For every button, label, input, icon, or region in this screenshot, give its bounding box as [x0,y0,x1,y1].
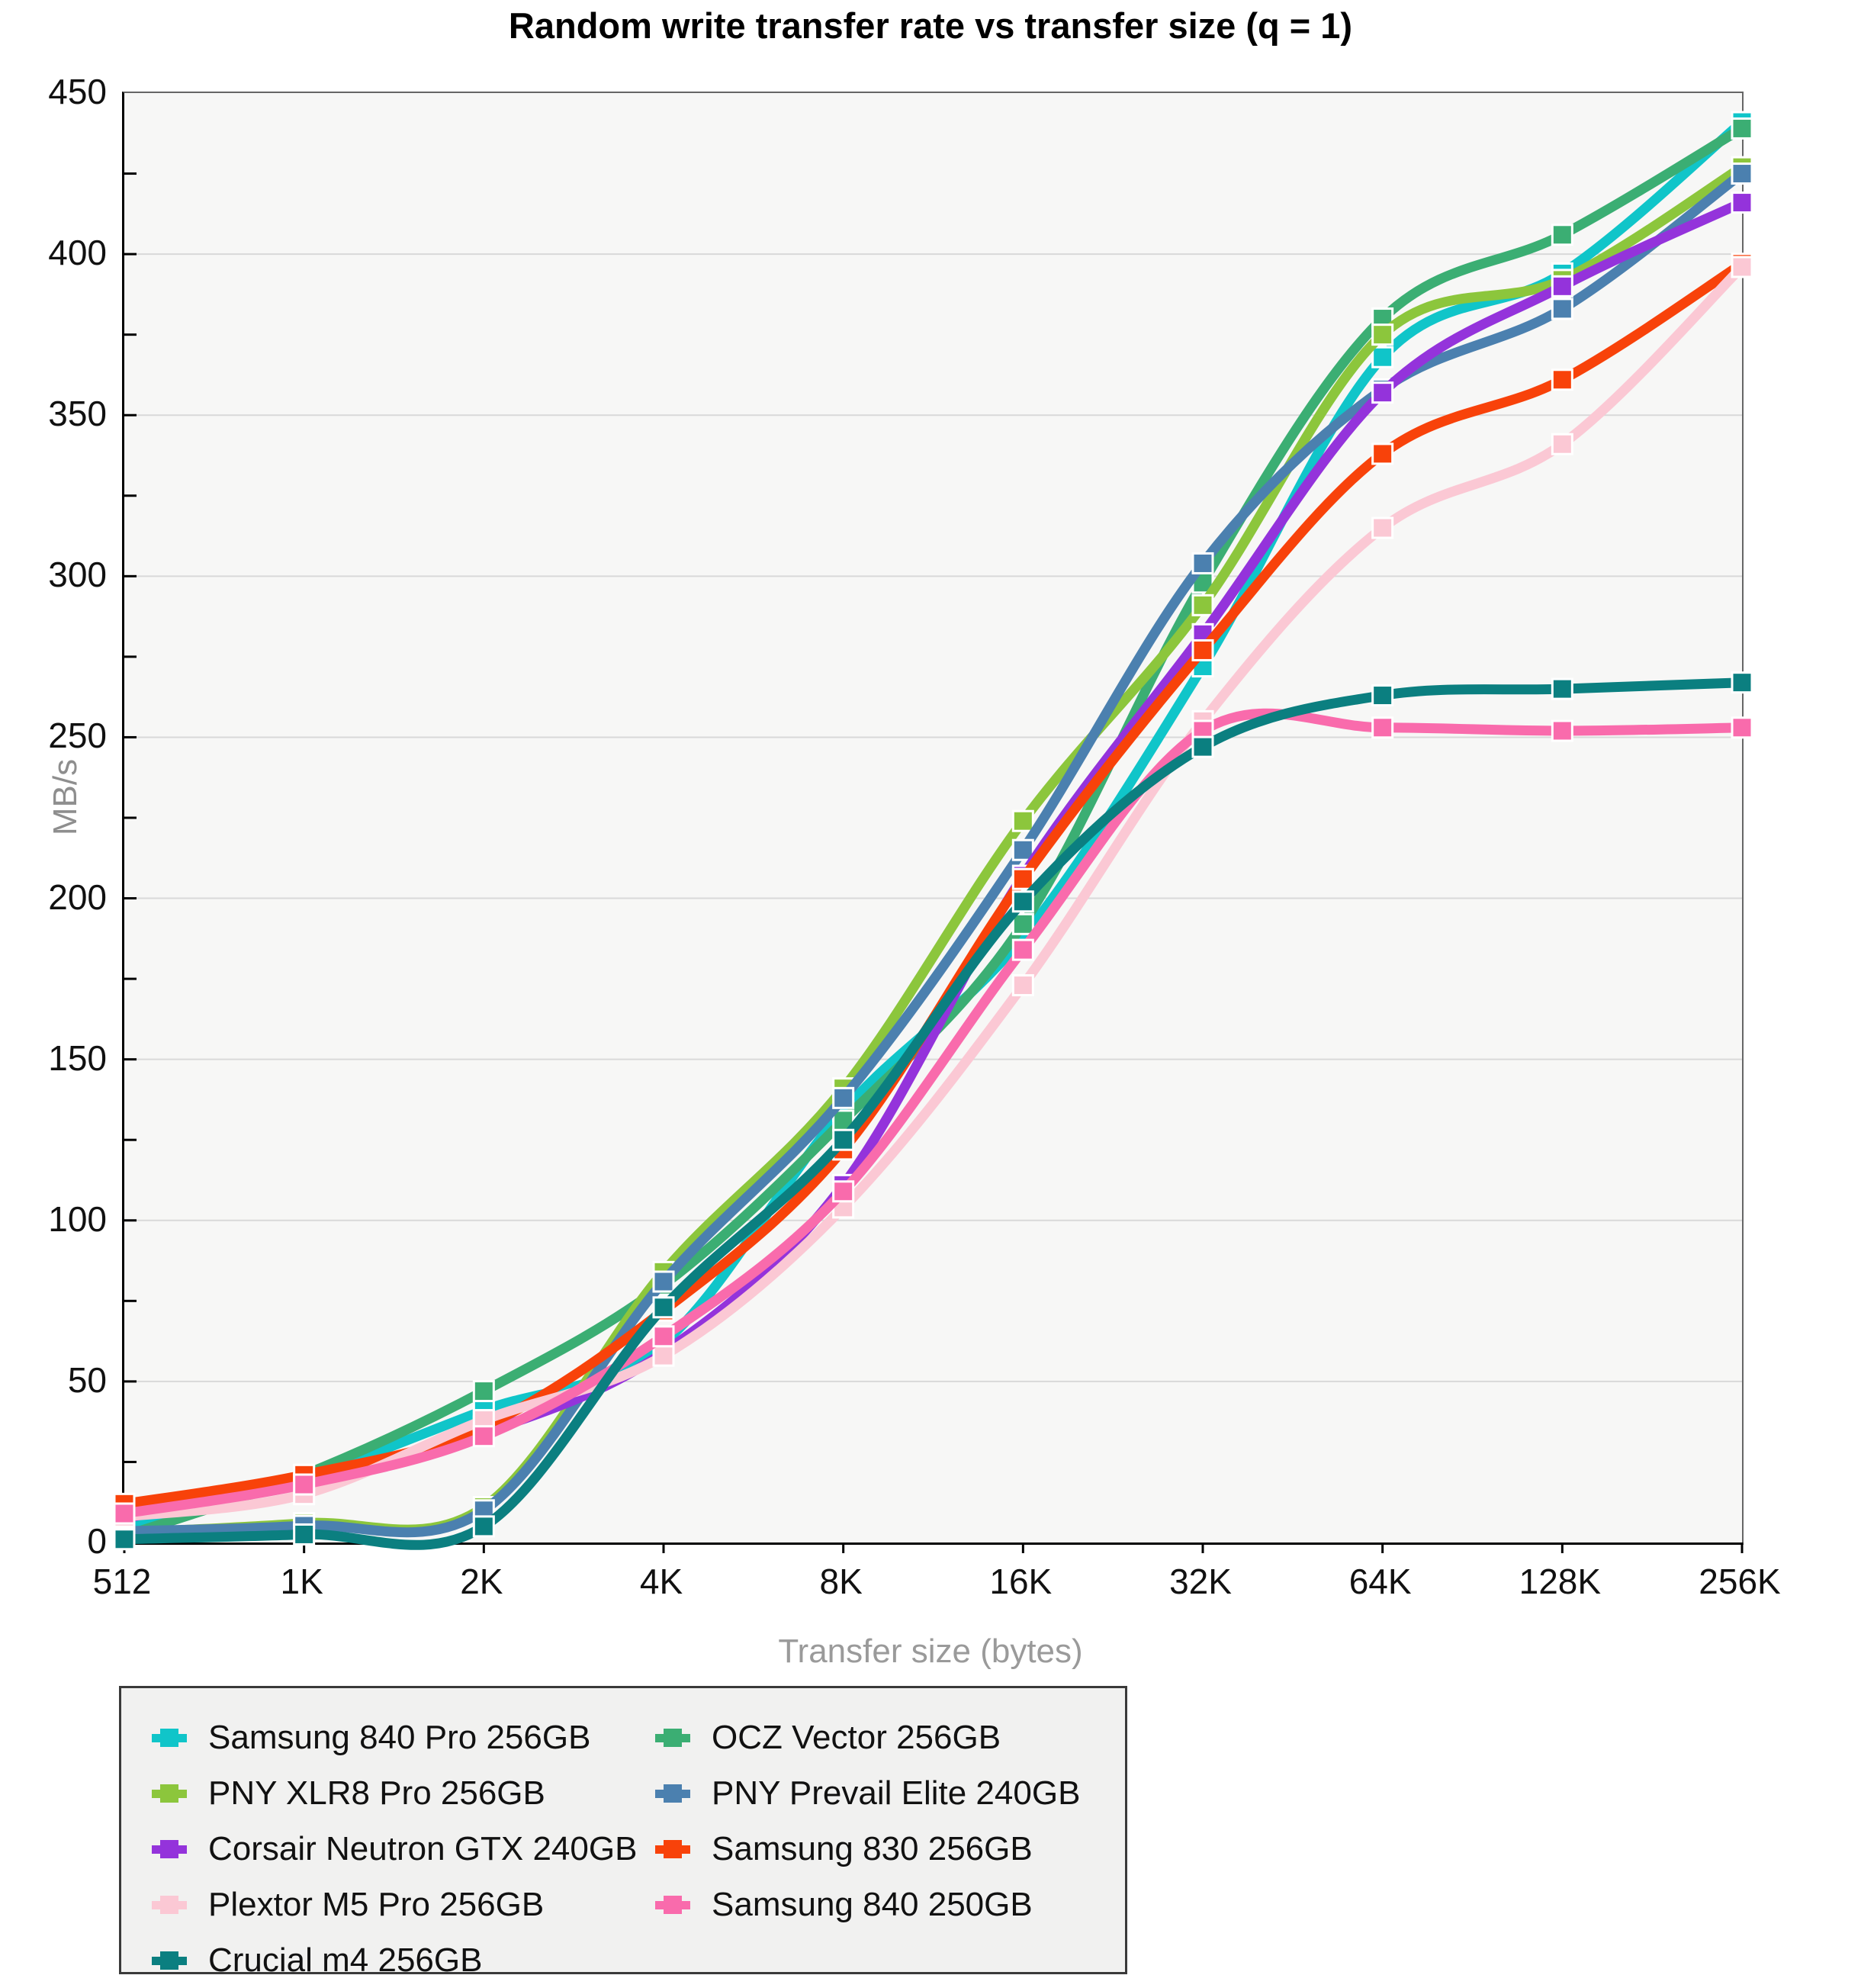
legend-marker-icon [655,1782,690,1805]
plot-area [122,92,1744,1545]
series-marker [1193,553,1213,573]
series-marker [1732,257,1752,277]
series-line [124,264,1742,1504]
series-marker [1552,721,1572,741]
legend-label: Crucial m4 256GB [208,1941,483,1979]
series-marker [1013,869,1033,889]
series-marker [1013,914,1033,934]
series-marker [654,1327,673,1346]
series-plextor-m5-pro-256gb [114,257,1752,1526]
legend-marker-icon [152,1949,187,1972]
series-marker [1193,595,1213,615]
legend-item-corsair-neutron-gtx-240gb [152,1821,637,1877]
legend-item-plextor-m5-pro-256gb [152,1877,637,1932]
legend-marker-icon [152,1838,187,1861]
legend-marker-icon [655,1838,690,1861]
y-tick-label-50: 50 [67,1359,107,1400]
series-marker [1373,444,1393,464]
x-axis-title: Transfer size (bytes) [778,1633,1083,1670]
series-line [124,713,1742,1514]
y-tick-label-450: 450 [48,72,107,111]
x-tick-label-128K: 128K [1519,1562,1602,1601]
series-pny-xlr8-pro-256gb [114,157,1752,1542]
legend-label: Plextor M5 Pro 256GB [208,1885,545,1923]
series-marker [1732,164,1752,184]
series-marker [1552,370,1572,390]
series-marker [1193,737,1213,757]
series-marker [1552,679,1572,699]
gridlines [124,254,1742,1382]
series-marker [654,1272,673,1292]
legend-square [664,1840,682,1858]
y-tick-label-400: 400 [48,233,107,273]
series-marker [1732,193,1752,213]
legend-item-pny-xlr8-pro-256gb [152,1765,637,1821]
y-tick-label-0: 0 [87,1521,107,1561]
series-marker [654,1346,673,1366]
series-marker [1732,673,1752,693]
series-marker [474,1427,493,1446]
y-tick-label-300: 300 [48,555,107,595]
legend-label: OCZ Vector 256GB [712,1718,1001,1756]
series-line [124,174,1742,1533]
series-marker [1552,434,1572,454]
legend-square [160,1729,178,1747]
series-marker [474,1517,493,1536]
legend-item-crucial-m4-256gb [152,1932,637,1988]
series-pny-prevail-elite-240gb [114,164,1752,1542]
x-tick-label-1K: 1K [280,1562,323,1601]
series-marker [1013,976,1033,996]
legend-marker-icon [152,1893,187,1916]
x-tick-label-16K: 16K [989,1562,1053,1601]
series-marker [1013,892,1033,912]
series-line [124,167,1742,1533]
series-marker [1732,718,1752,738]
legend-marker-icon [152,1726,187,1749]
y-tick-label-100: 100 [48,1198,107,1239]
y-axis-title: MB/s [47,758,84,836]
chart-title: Random write transfer rate vs transfer size (q = 1) [508,5,1353,46]
series-marker [1552,299,1572,319]
series-marker [1373,686,1393,706]
legend-item-samsung-830-256gb [655,1821,1080,1877]
series-marker [294,1524,314,1544]
series-marker [294,1475,314,1494]
y-tick-label-200: 200 [48,877,107,917]
series-samsung-830-256gb [114,254,1752,1514]
series-marker [1373,383,1393,403]
legend-square [664,1896,682,1914]
series-marker [1732,118,1752,138]
legend-label: PNY XLR8 Pro 256GB [208,1774,545,1812]
y-tick-label-150: 150 [48,1037,107,1078]
x-tick-label-8K: 8K [819,1562,863,1601]
x-tick-label-256K: 256K [1699,1562,1781,1601]
legend-item-samsung-840-250gb [655,1877,1080,1932]
legend-marker-icon [152,1782,187,1805]
series-marker [1013,811,1033,831]
legend-item-pny-prevail-elite-240gb [655,1765,1080,1821]
legend-square [664,1784,682,1803]
x-tick-label-64K: 64K [1348,1562,1412,1601]
y-tick-label-350: 350 [48,394,107,434]
legend-square [664,1729,682,1747]
y-tick-label-250: 250 [48,716,107,756]
legend-marker-icon [655,1893,690,1916]
series-marker [834,1182,853,1201]
series-samsung-840-250gb [114,713,1752,1523]
series-marker [114,1504,134,1523]
legend-label: PNY Prevail Elite 240GB [712,1774,1081,1812]
legend-label: Samsung 840 Pro 256GB [208,1718,591,1756]
series-corsair-neutron-gtx-240gb [114,193,1752,1529]
legend [119,1686,1127,1979]
series-marker [1552,225,1572,245]
series-marker [1013,940,1033,960]
legend-square [160,1896,178,1914]
legend-column-1 [152,1710,637,1988]
legend-label: Samsung 830 256GB [712,1829,1033,1867]
axis-ticks [124,174,1742,1553]
x-tick-label-512: 512 [92,1562,152,1601]
legend-label: Samsung 840 250GB [712,1885,1033,1923]
series-marker [1373,718,1393,738]
x-tick-label-2K: 2K [460,1562,503,1601]
series-marker [1552,276,1572,296]
x-tick-label-32K: 32K [1169,1562,1232,1601]
legend-column-2 [655,1710,1080,1932]
series-marker [1373,325,1393,345]
legend-item-ocz-vector-256gb [655,1710,1080,1765]
legend-item-samsung-840-pro-256gb [152,1710,637,1765]
legend-marker-icon [655,1726,690,1749]
legend-square [160,1840,178,1858]
legend-square [160,1951,178,1970]
series-line [124,267,1742,1517]
series-marker [1373,518,1393,538]
series-marker [1373,347,1393,367]
series-marker [654,1298,673,1317]
legend-label: Corsair Neutron GTX 240GB [208,1829,638,1867]
series-samsung-840-pro-256gb [114,112,1752,1536]
plot-canvas [124,93,1742,1542]
series-marker [834,1088,853,1108]
series-line [124,683,1742,1546]
series-marker [1193,640,1213,660]
legend-square [160,1784,178,1803]
series-marker [834,1130,853,1150]
series-marker [474,1382,493,1401]
series-marker [114,1530,134,1549]
x-tick-label-4K: 4K [639,1562,683,1601]
